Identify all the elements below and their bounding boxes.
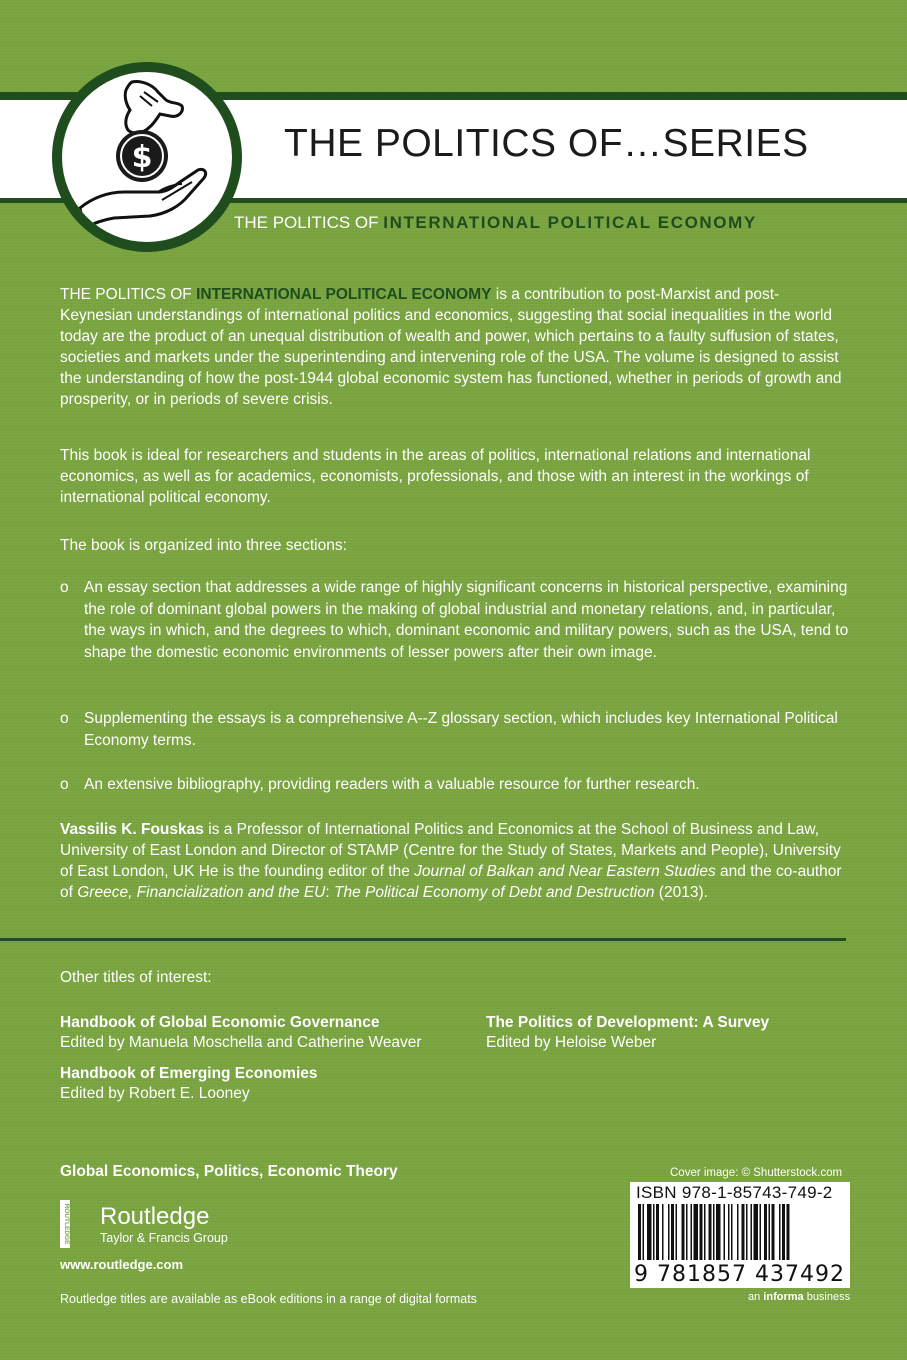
informa-prefix: an — [748, 1291, 764, 1303]
routledge-logo-icon — [60, 1198, 240, 1254]
bullet-marker: o — [60, 710, 69, 727]
bullet-text: An essay section that addresses a wide range of highly significant concerns in historical perspective, examining the role of dominant global powers in the making of global industrial and monetary relations, and, in particular, the ways in which, and the degrees to which, dominant economic and military powers, such as the USA, tend to shape the domestic economic environments of lesser powers after their own image. — [84, 579, 849, 661]
series-logo-inner — [62, 72, 232, 242]
isbn-barcode — [630, 1182, 850, 1288]
description-paragraph-3: The book is organized into three sections: — [60, 537, 347, 554]
description-paragraph-2: This book is ideal for researchers and students in the areas of politics, international relations and international economics, as well as for academics, economists, professionals, and those with an interest in the workings of international political economy. — [60, 447, 811, 506]
book-subtitle — [234, 213, 757, 233]
author-bio-text: (2013). — [654, 884, 708, 901]
other-title-name: The Politics of Development: A Survey — [486, 1014, 770, 1031]
publisher-group: Taylor & Francis Group — [100, 1231, 228, 1245]
book-subtitle-italic: The Political Economy of Debt and Destruction — [334, 884, 655, 901]
other-title-editors: Edited by Heloise Weber — [486, 1034, 657, 1051]
author-bio-text: and the co-author of — [60, 863, 842, 901]
other-title-name: Handbook of Global Economic Governance — [60, 1014, 380, 1031]
isbn-number: ISBN 978-1-85743-749-2 — [636, 1183, 833, 1202]
series-logo — [52, 62, 242, 252]
author-bio-text: is a Professor of International Politics and Economics at the School of Business and Law, University of East London and Director of STAMP (Centre for the Study of States, Markets and People), University of East London, UK He is the founding editor of the — [60, 821, 841, 880]
author-name: Vassilis K. Fouskas — [60, 821, 204, 838]
subtitle-prefix: THE POLITICS OF — [234, 213, 384, 232]
series-title: THE POLITICS OF…SERIES — [284, 122, 809, 165]
bullet-text: An extensive bibliography, providing readers with a valuable resource for further research. — [84, 776, 700, 793]
bullet-marker: o — [60, 776, 69, 793]
book-title: Greece, Financialization and the EU — [77, 884, 326, 901]
routledge-vertical-text: ROUTLEDGE — [63, 1203, 70, 1245]
description-paragraph-1 — [60, 284, 850, 410]
other-title-editors: Edited by Robert E. Looney — [60, 1085, 250, 1102]
bullet-text: Supplementing the essays is a comprehensive A--Z glossary section, which includes key International Political Economy terms. — [84, 710, 838, 749]
informa-suffix: business — [803, 1291, 851, 1303]
section-divider — [0, 938, 846, 941]
cover-image-credit: Cover image: © Shutterstock.com — [670, 1167, 843, 1179]
bullet-marker: o — [60, 579, 69, 596]
subtitle-bold: INTERNATIONAL POLITICAL ECONOMY — [383, 213, 757, 232]
author-bio-text: : — [325, 884, 334, 901]
publisher-website[interactable]: www.routledge.com — [60, 1257, 184, 1272]
bullet-item — [60, 774, 850, 796]
barcode-icon — [636, 1204, 844, 1262]
other-title-editors: Edited by Manuela Moschella and Catherine Weaver — [60, 1034, 422, 1051]
other-title-entry — [60, 1064, 318, 1104]
hands-coin-icon — [62, 72, 232, 242]
p1-prefix: THE POLITICS OF — [60, 286, 197, 303]
other-titles-heading: Other titles of interest: — [60, 969, 212, 986]
other-title-entry — [60, 1013, 422, 1053]
bullet-item — [60, 708, 850, 752]
p1-highlight: INTERNATIONAL POLITICAL ECONOMY — [196, 286, 492, 303]
other-title-entry — [486, 1013, 769, 1053]
dollar-symbol: $ — [131, 140, 153, 175]
informa-tagline — [748, 1291, 850, 1303]
ebook-note: Routledge titles are available as eBook editions in a range of digital formats — [60, 1292, 477, 1306]
p1-rest: is a contribution to post-Marxist and post-Keynesian understandings of international politics and economics, suggesting that social inequalities in the world today are the product of an unequal distribution of wealth and power, which pertains to a faulty suffusion of states, societies and markets under the superintending and intervening role of the USA. The volume is designed to assist the understanding of how the post-1944 global economic system has functioned, whether in periods of growth and prosperity, or in periods of severe crisis. — [60, 286, 842, 408]
publisher-name: Routledge — [100, 1203, 210, 1230]
bullet-item — [60, 577, 850, 689]
author-bio — [60, 819, 850, 903]
barcode-digits: 9 781857 437492 — [634, 1262, 845, 1287]
routledge-logo — [60, 1198, 240, 1254]
subject-categories: Global Economics, Politics, Economic Theory — [60, 1163, 398, 1180]
journal-title: Journal of Balkan and Near Eastern Studies — [414, 863, 716, 880]
informa-bold: informa — [763, 1291, 804, 1303]
other-title-name: Handbook of Emerging Economies — [60, 1065, 318, 1082]
